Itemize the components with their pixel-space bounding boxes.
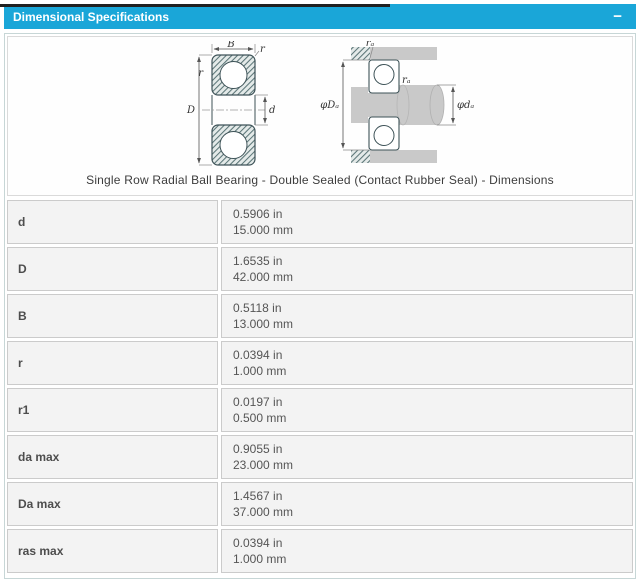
spec-value-in: 1.4567 in (233, 489, 283, 503)
spec-value-mm: 1.000 mm (233, 552, 287, 566)
table-row (7, 200, 633, 244)
spec-value (221, 529, 633, 573)
spec-label: r (7, 341, 218, 385)
spec-value-mm: 42.000 mm (233, 270, 294, 284)
spec-value-mm: 23.000 mm (233, 458, 294, 472)
label-B: B (227, 41, 235, 50)
table-row (7, 529, 633, 573)
spec-value (221, 247, 633, 291)
label-r-top: r (260, 44, 265, 55)
diagram-container (7, 36, 633, 196)
spec-value-mm: 15.000 mm (233, 223, 294, 237)
label-r-left: r (198, 68, 203, 79)
spec-label: B (7, 294, 218, 338)
spec-value-in: 1.6535 in (233, 254, 283, 268)
label-d: d (269, 105, 276, 116)
window-edge-artifact (0, 4, 390, 7)
spec-value-in: 0.9055 in (233, 442, 283, 456)
spec-label: r1 (7, 388, 218, 432)
spec-value (221, 341, 633, 385)
spec-value-mm: 13.000 mm (233, 317, 294, 331)
section-header-dimensional-specifications[interactable] (4, 4, 636, 29)
spec-value-in: 0.0197 in (233, 395, 283, 409)
spec-value-in: 0.0394 in (233, 348, 283, 362)
spec-label: ras max (7, 529, 218, 573)
minus-icon[interactable]: − (613, 8, 622, 25)
spec-value (221, 388, 633, 432)
label-Da: φDₐ (320, 100, 339, 111)
table-row (7, 435, 633, 479)
spec-value-in: 0.5118 in (233, 301, 282, 315)
spec-label: d (7, 200, 218, 244)
label-ra-mid: rₐ (402, 75, 411, 86)
spec-value-in: 0.5906 in (233, 207, 283, 221)
diagram-caption: Single Row Radial Ball Bearing - Double Sealed (Contact Rubber Seal) - Dimensions (86, 173, 554, 187)
spec-value (221, 435, 633, 479)
table-row (7, 341, 633, 385)
table-row (7, 482, 633, 526)
label-D: D (186, 105, 195, 116)
spec-value (221, 482, 633, 526)
spec-label: da max (7, 435, 218, 479)
table-row (7, 388, 633, 432)
spec-value-mm: 37.000 mm (233, 505, 294, 519)
table-row (7, 294, 633, 338)
specifications-panel (4, 33, 636, 579)
spec-value (221, 294, 633, 338)
spec-label: Da max (7, 482, 218, 526)
right-view-mounted (320, 41, 474, 163)
label-da: φdₐ (457, 100, 475, 111)
spec-value-mm: 1.000 mm (233, 364, 287, 378)
spec-value (221, 200, 633, 244)
spec-label: D (7, 247, 218, 291)
label-ra-top: rₐ (365, 41, 375, 49)
bearing-diagram (155, 41, 485, 169)
page (0, 4, 640, 570)
spec-value-in: 0.0394 in (233, 536, 283, 550)
left-view-cross-section (186, 41, 275, 165)
spec-table (7, 200, 633, 573)
table-row (7, 247, 633, 291)
spec-value-mm: 0.500 mm (233, 411, 287, 425)
section-title: Dimensional Specifications (13, 9, 170, 24)
